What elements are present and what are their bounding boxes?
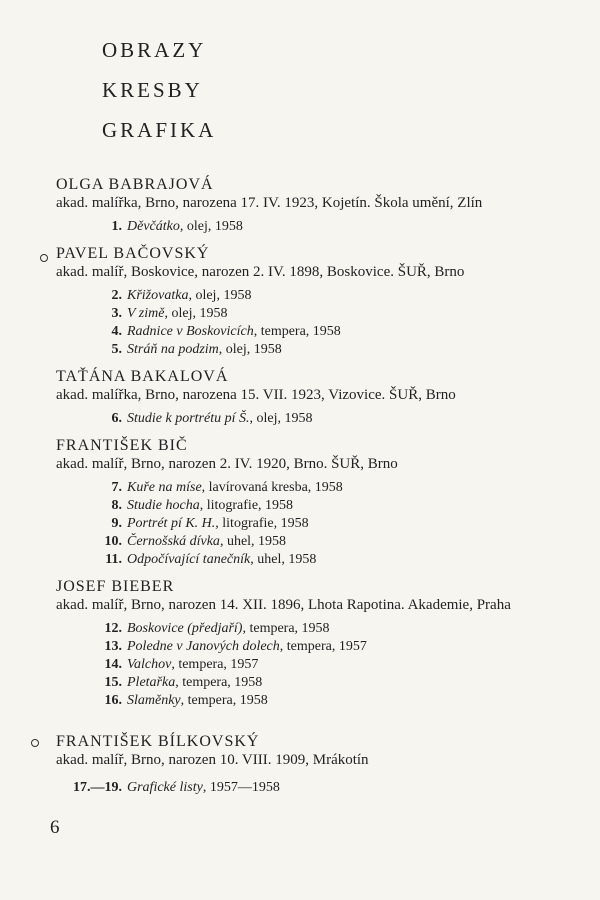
artist-entry [56,368,576,428]
work-number: 7. [111,480,122,495]
work-details: , 1957—1958 [202,780,280,795]
artist-bio: akad. malířka, Brno, narozena 15. VII. 1923, Vizovice. ŠUŘ, Brno [56,387,456,403]
heading-grafika: GRAFIKA [102,118,217,142]
work-item [92,656,576,674]
artist-entry [56,733,576,797]
work-number: 6. [111,411,122,426]
artist-bio: akad. malíř, Brno, narozen 10. VIII. 1909, Mrákotín [56,752,369,768]
artist-name: OLGA BABRAJOVÁ [56,176,214,193]
artist-bio: akad. malíř, Boskovice, narozen 2. IV. 1898, Boskovice. ŠUŘ, Brno [56,264,465,280]
work-details: , tempera, 1958 [180,693,268,708]
work-number: 11. [105,552,122,567]
work-title: Studie hocha [127,498,200,513]
work-number: 10. [104,534,122,549]
artist-entry [56,245,576,359]
work-item [92,218,576,236]
work-item [60,779,576,797]
work-title: Grafické listy [127,780,203,795]
work-item [92,515,576,533]
works-list [56,779,576,797]
work-details: , olej, 1958 [188,288,252,303]
page-number: 6 [50,817,60,838]
work-number: 15. [104,675,122,690]
work-item [92,674,576,692]
work-title: Pletařka [127,675,176,690]
artist-name: FRANTIŠEK BÍLKOVSKÝ [56,733,260,750]
work-number: 16. [104,693,122,708]
work-title: Radnice v Boskovicích [127,324,254,339]
work-title: Studie k portrétu pí Š. [127,411,250,426]
work-title: Boskovice (předjaří) [127,621,243,636]
work-title: Odpočívající tanečník [127,552,251,567]
work-title: Černošská dívka [127,534,220,549]
artist-name: FRANTIŠEK BIČ [56,437,188,454]
work-title: Portrét pí K. H. [127,516,216,531]
works-list [56,287,576,359]
work-item [92,551,576,569]
work-item [92,305,576,323]
work-number: 13. [104,639,122,654]
work-title: Poledne v Janových dolech [127,639,280,654]
work-title: Křižovatka [127,288,189,303]
work-details: , lavírovaná kresba, 1958 [201,480,343,495]
works-list [56,620,576,710]
work-title: Kuře na míse [127,480,202,495]
work-details: , litografie, 1958 [199,498,294,513]
work-item [92,692,576,710]
heading-kresby: KRESBY [102,78,203,102]
work-number: 1. [111,219,122,234]
works-list [56,479,576,569]
work-item [92,620,576,638]
work-details: , uhel, 1958 [250,552,317,567]
work-title: V zimě [127,306,165,321]
work-details: , uhel, 1958 [219,534,287,549]
artist-name: TAŤÁNA BAKALOVÁ [56,368,229,385]
work-number: 2. [111,288,122,303]
work-title: Valchov [127,657,172,672]
work-title: Děvčátko [127,219,180,234]
work-item [92,638,576,656]
work-title: Stráň na podzim [127,342,219,357]
work-details: , tempera, 1958 [242,621,330,636]
work-details: , tempera, 1958 [253,324,341,339]
work-item [92,323,576,341]
work-item [92,479,576,497]
work-details: , olej, 1958 [179,219,243,234]
work-number: 4. [111,324,122,339]
work-details: , olej, 1958 [249,411,313,426]
work-details: , olej, 1958 [218,342,282,357]
work-item [92,533,576,551]
circle-mark [40,254,48,262]
artist-bio: akad. malíř, Brno, narozen 14. XII. 1896, Lhota Rapotina. Akademie, Praha [56,597,511,613]
work-item [92,341,576,359]
circle-mark [31,739,39,747]
work-item [92,287,576,305]
work-number: 5. [111,342,122,357]
artist-name: JOSEF BIEBER [56,578,175,595]
work-number: 3. [111,306,122,321]
work-number: 9. [111,516,122,531]
work-details: , olej, 1958 [164,306,228,321]
works-list [56,218,576,236]
work-number: 17.—19. [73,780,122,795]
work-number: 8. [111,498,122,513]
work-details: , litografie, 1958 [215,516,309,531]
artist-entry [56,437,576,569]
artist-bio: akad. malíř, Brno, narozen 2. IV. 1920, Brno. ŠUŘ, Brno [56,456,398,472]
heading-obrazy: OBRAZY [102,38,207,62]
work-number: 12. [104,621,122,636]
work-details: , tempera, 1957 [171,657,259,672]
artist-entry [56,578,576,710]
work-details: , tempera, 1958 [175,675,263,690]
artist-name: PAVEL BAČOVSKÝ [56,245,210,262]
works-list [56,410,576,428]
work-number: 14. [104,657,122,672]
work-item [92,410,576,428]
work-item [92,497,576,515]
artist-entry [56,176,576,236]
artist-bio: akad. malířka, Brno, narozena 17. IV. 1923, Kojetín. Škola umění, Zlín [56,195,483,211]
work-title: Slaměnky [127,693,181,708]
work-details: , tempera, 1957 [279,639,367,654]
